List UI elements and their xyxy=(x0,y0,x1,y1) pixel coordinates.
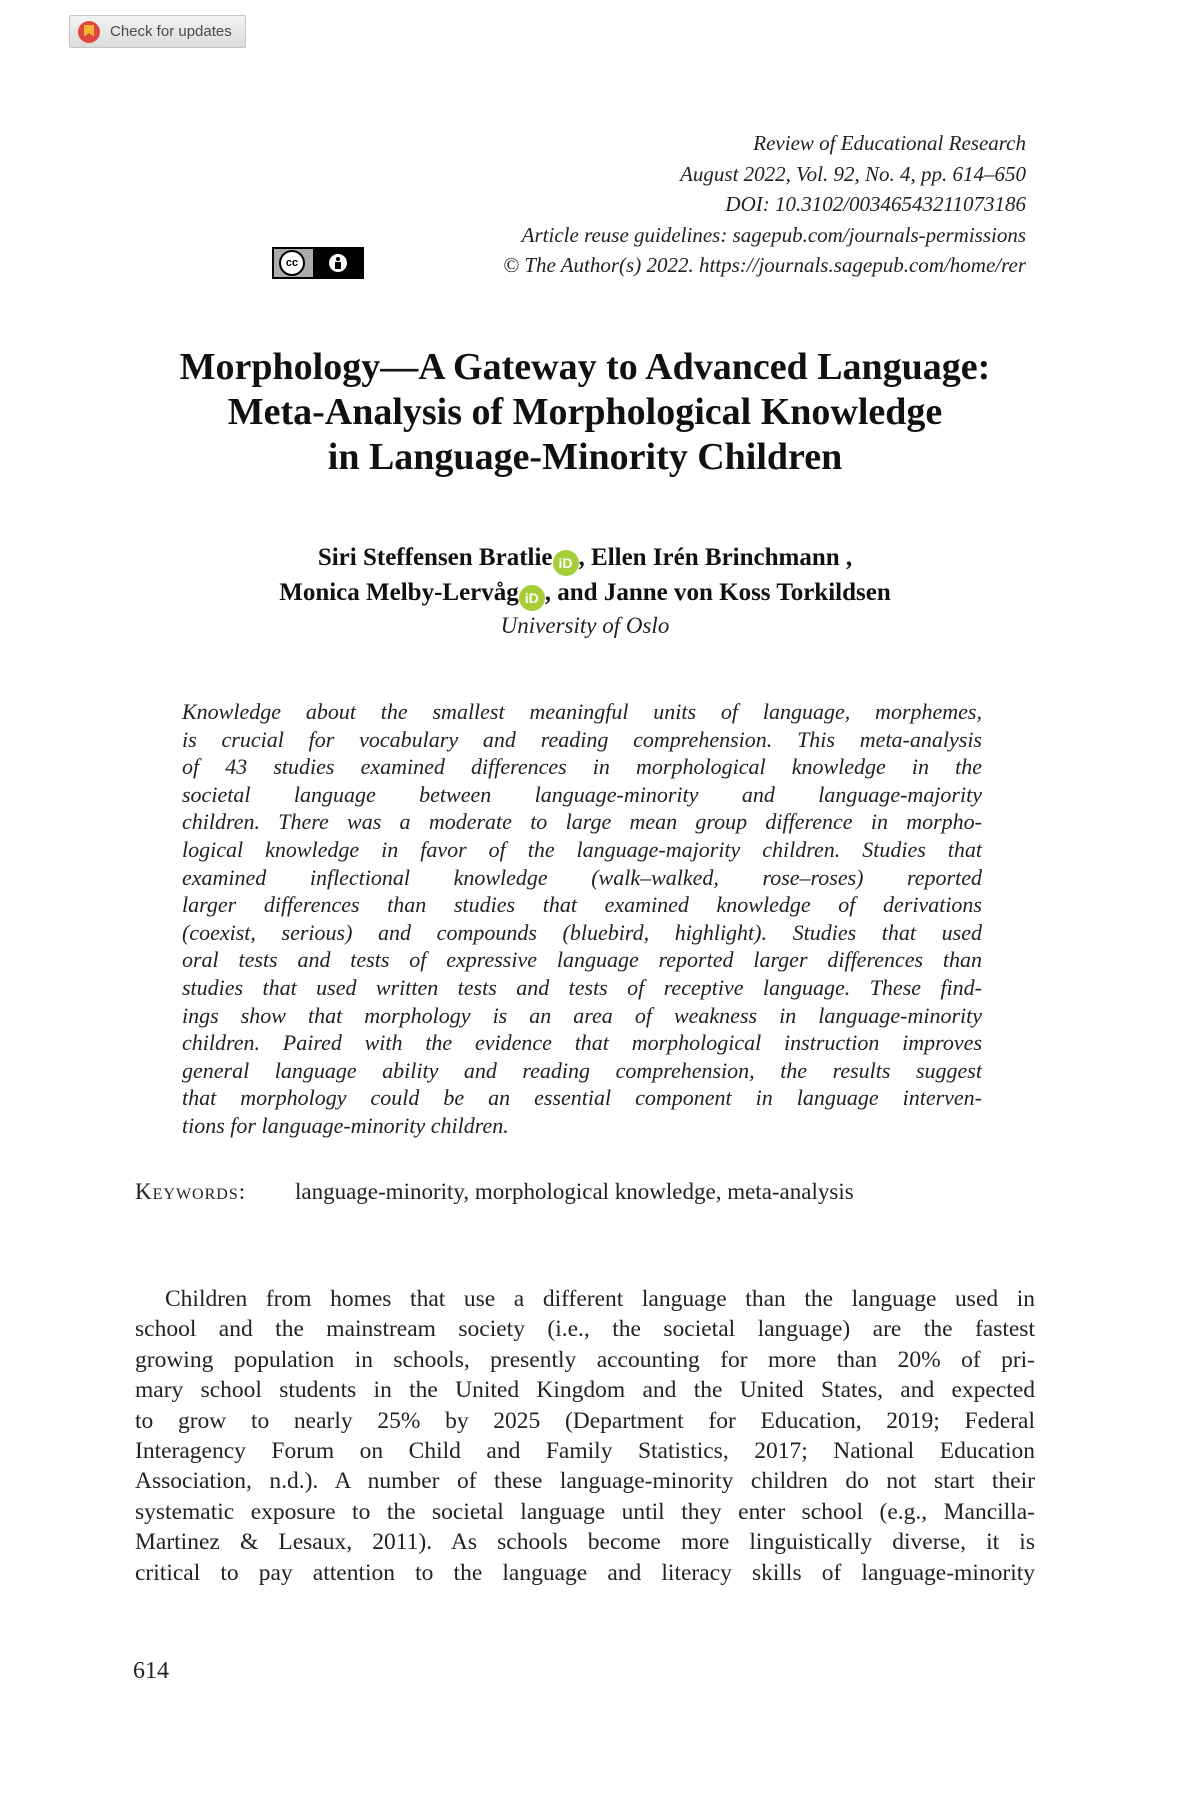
author-name: Monica Melby-Lervåg xyxy=(279,579,519,606)
abstract-line: tions for language-minority children. xyxy=(182,1112,509,1138)
journal-copyright[interactable]: © The Author(s) 2022. https://journals.sagepub.com/home/rer xyxy=(503,253,1026,277)
author-line xyxy=(150,576,1020,611)
abstract-line: oral tests and tests of expressive language reported larger differences than xyxy=(182,947,982,973)
abstract-line: societal language between language-minority and language-majority xyxy=(182,781,982,807)
body-text xyxy=(135,1284,1035,1588)
orcid-icon[interactable]: iD xyxy=(553,550,579,576)
abstract-line: larger differences than studies that examined knowledge of derivations xyxy=(182,892,982,918)
abstract-line: Knowledge about the smallest meaningful units of language, morphemes, xyxy=(182,699,982,724)
body-line: Interagency Forum on Child and Family Statistics, 2017; National Education xyxy=(135,1438,1035,1465)
keywords-value: language-minority, morphological knowledge, meta-analysis xyxy=(295,1179,854,1204)
title-line: in Language-Minority Children xyxy=(327,436,843,478)
author-name: Siri Steffensen Bratlie xyxy=(317,544,553,571)
body-line: growing population in schools, presently accounting for more than 20% of pri- xyxy=(135,1346,1035,1373)
abstract-line: studies that used written tests and tests of receptive language. These find- xyxy=(182,974,982,1000)
author-name: , and Janne von Koss Torkildsen xyxy=(544,579,891,606)
body-line: mary school students in the United Kingdom and the United States, and expected xyxy=(135,1377,1035,1404)
journal-issue: August 2022, Vol. 92, No. 4, pp. 614–650 xyxy=(680,161,1026,186)
journal-doi[interactable]: DOI: 10.3102/00346543211073186 xyxy=(725,192,1026,216)
abstract-line: examined inflectional knowledge (walk–walked, rose–roses) reported xyxy=(182,864,982,890)
cc-by-icon[interactable] xyxy=(272,247,364,279)
abstract-line: (coexist, serious) and compounds (bluebird, highlight). Studies that used xyxy=(182,919,982,945)
title-line: Morphology—A Gateway to Advanced Language: xyxy=(179,346,991,388)
author-line xyxy=(150,541,1020,576)
author-list xyxy=(150,541,1020,611)
title-line: Meta-Analysis of Morphological Knowledge xyxy=(227,391,943,433)
author-affiliation: University of Oslo xyxy=(500,613,670,638)
cc-attribution-panel xyxy=(313,249,362,277)
author-name: , Ellen Irén Brinchmann , xyxy=(578,544,853,571)
cc-circle-icon: cc xyxy=(279,250,305,276)
check-for-updates-button[interactable] xyxy=(69,15,246,48)
body-line: Children from homes that use a different language than the language used in xyxy=(165,1286,1035,1312)
abstract-line: of 43 studies examined differences in morphological knowledge in the xyxy=(182,754,982,780)
journal-reuse-guidelines[interactable]: Article reuse guidelines: sagepub.com/journals-permissions xyxy=(521,222,1026,247)
check-for-updates-label: Check for updates xyxy=(110,23,232,40)
crossmark-icon xyxy=(78,21,100,43)
keywords xyxy=(135,1178,1035,1206)
article-title xyxy=(120,345,1050,480)
journal-name: Review of Educational Research xyxy=(753,131,1026,155)
abstract-line: children. Paired with the evidence that morphological instruction improves xyxy=(182,1030,982,1056)
abstract-line: that morphology could be an essential component in language interven- xyxy=(182,1085,982,1111)
body-line: Association, n.d.). A number of these language-minority children do not start their xyxy=(135,1468,1035,1495)
keywords-label: Keywords: xyxy=(135,1179,247,1204)
body-line: to grow to nearly 25% by 2025 (Department for Education, 2019; Federal xyxy=(135,1407,1035,1434)
abstract-line: general language ability and reading comprehension, the results suggest xyxy=(182,1057,982,1083)
abstract-line: children. There was a moderate to large mean group difference in morpho- xyxy=(182,809,982,835)
abstract-line: logical knowledge in favor of the language-majority children. Studies that xyxy=(182,836,982,862)
abstract-line: ings show that morphology is an area of weakness in language-minority xyxy=(182,1002,982,1028)
body-line: school and the mainstream society (i.e., the societal language) are the fastest xyxy=(135,1316,1035,1343)
body-line: Martinez & Lesaux, 2011). As schools become more linguistically diverse, it is xyxy=(135,1529,1035,1556)
body-line: critical to pay attention to the language and literacy skills of language-minority xyxy=(135,1559,1035,1586)
body-line: systematic exposure to the societal language until they enter school (e.g., Mancilla- xyxy=(135,1498,1035,1525)
abstract-line: is crucial for vocabulary and reading comprehension. This meta-analysis xyxy=(182,726,982,752)
page-number: 614 xyxy=(133,1658,169,1684)
abstract xyxy=(182,698,982,1140)
orcid-icon[interactable]: iD xyxy=(519,585,545,611)
attribution-person-icon xyxy=(329,254,347,272)
